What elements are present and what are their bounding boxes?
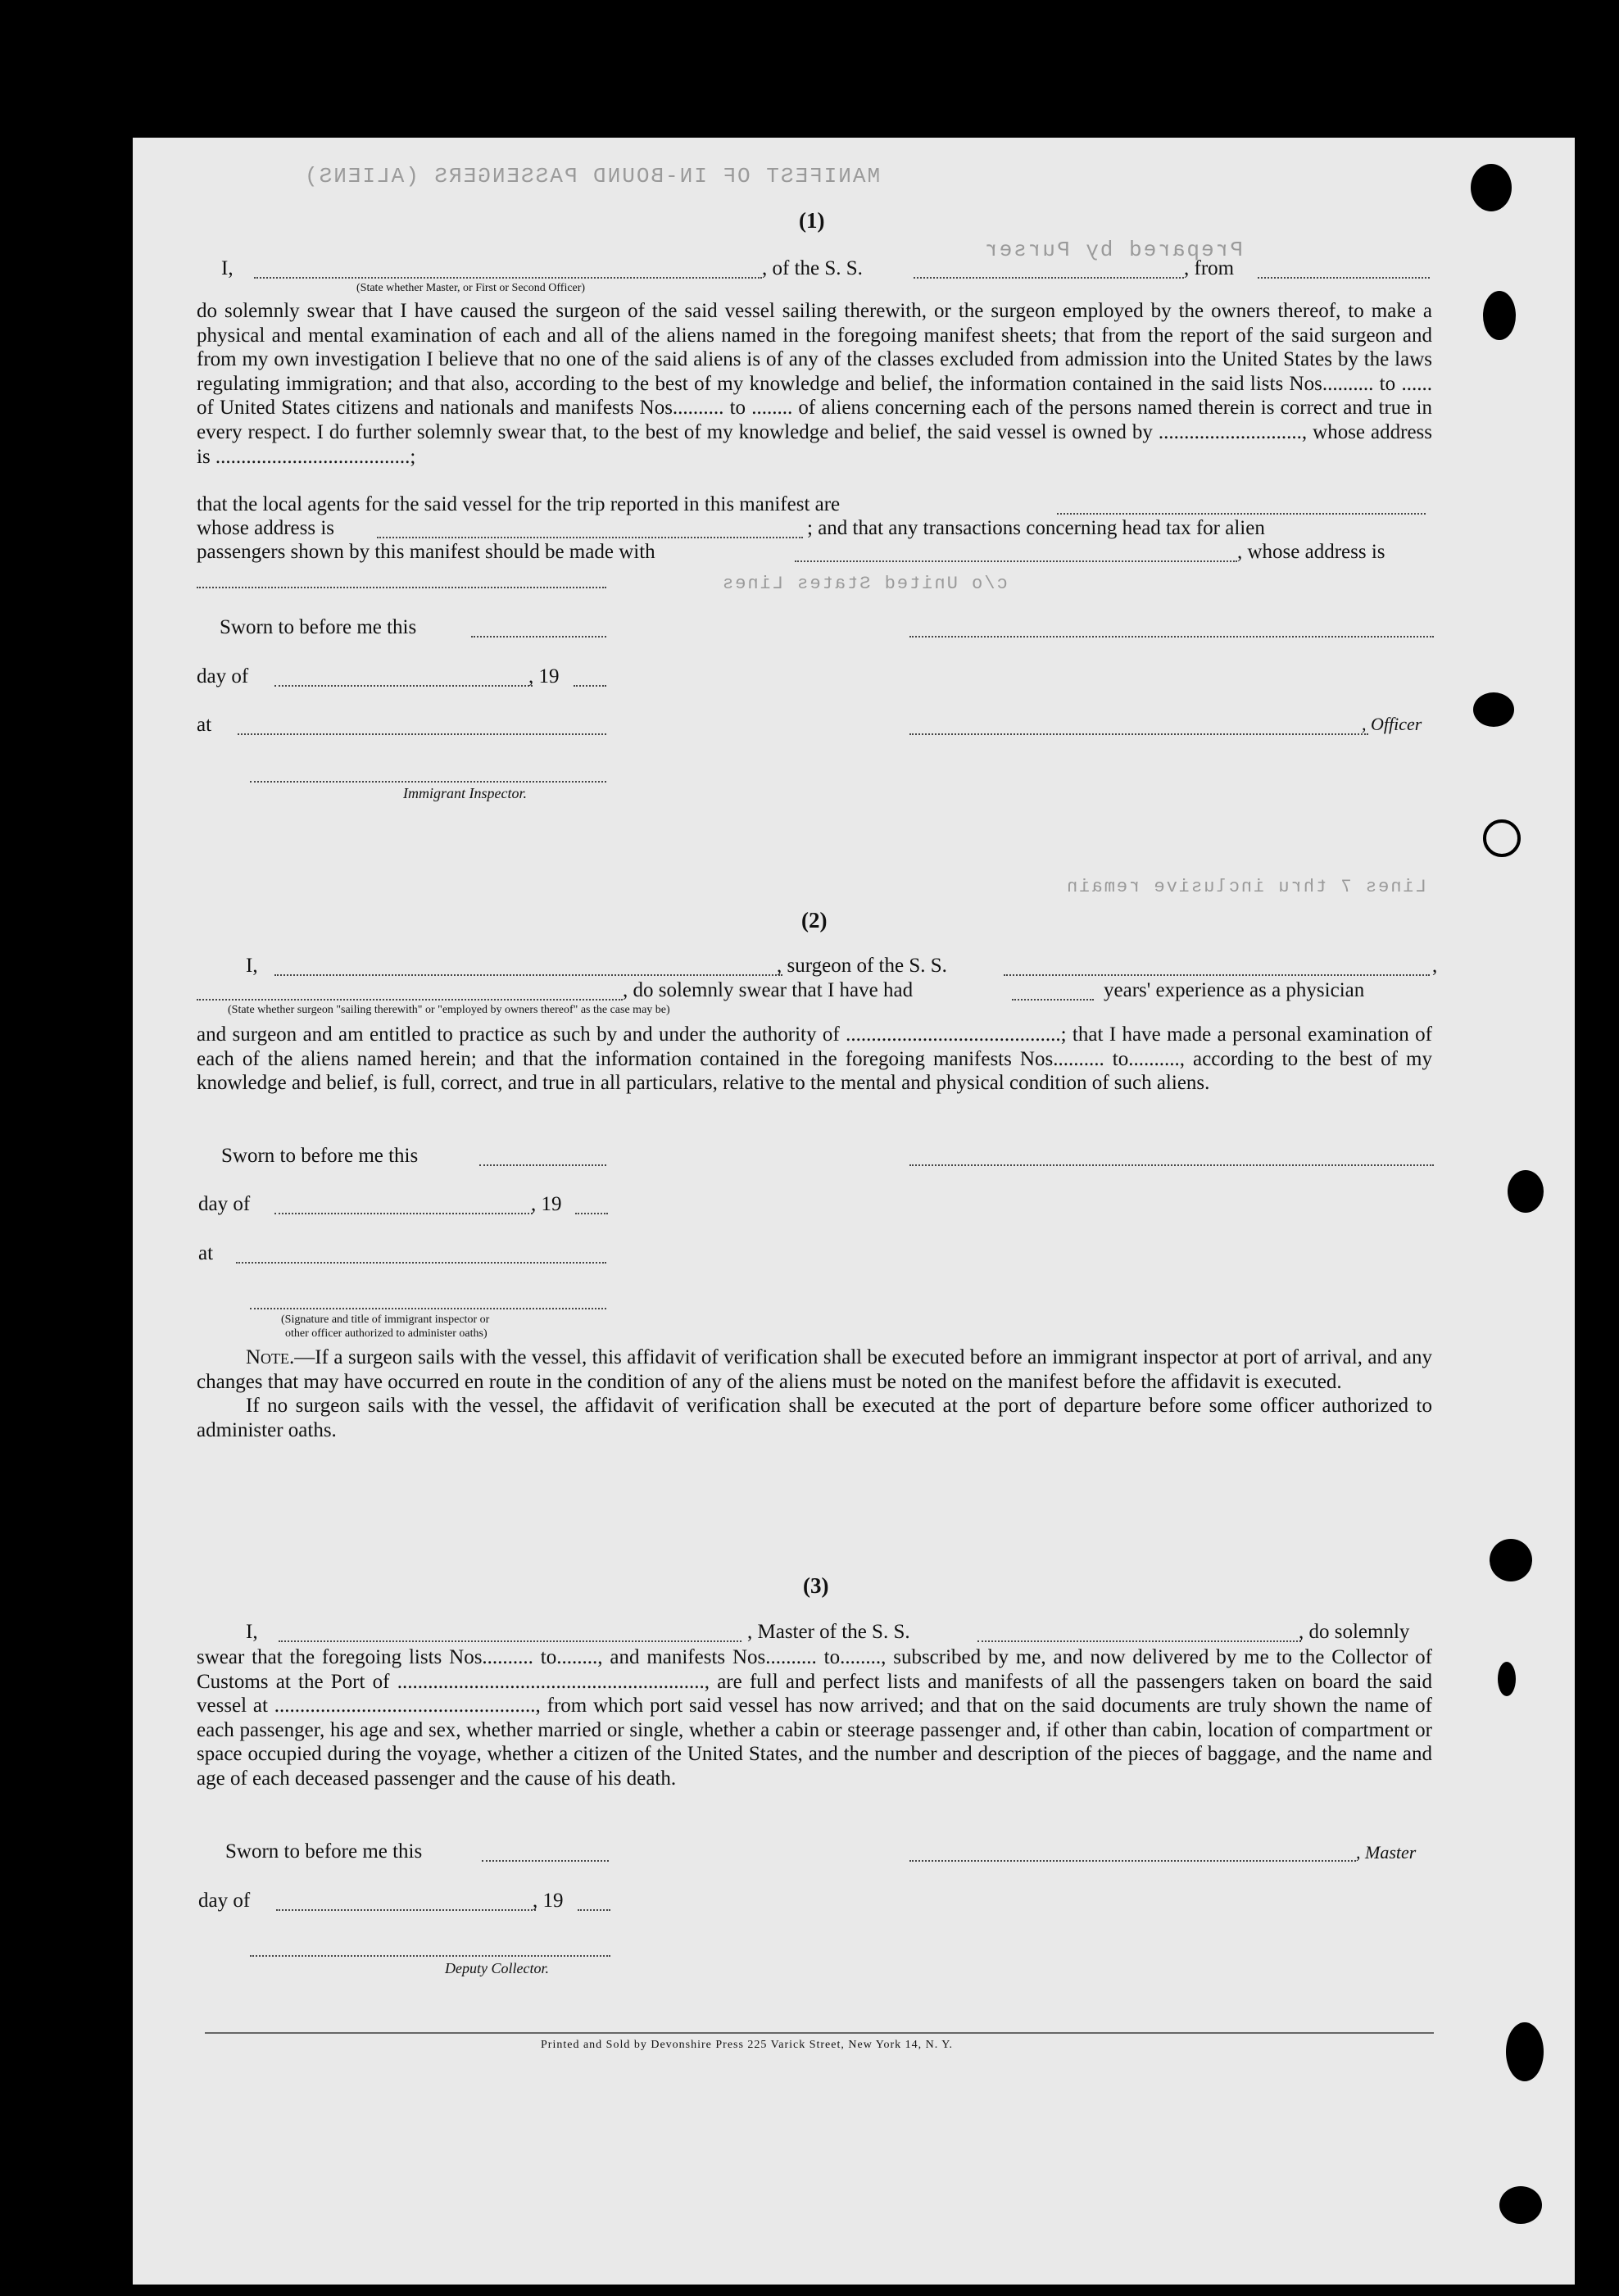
section-1-oath-text: do solemnly swear that I have caused the surgeon of the said vessel sailing therewith, or the surgeon employed by the owners thereof, to make a physical and mental examination of each and all of the aliens named in the foregoing manifest sheets; that from the report of the said surgeon and from my own investigation I believe that no one of the said aliens is of any of the classes excluded from admission into the United States by the laws regulating immigration; and that also, according to the best of my knowledge and belief, the information contained in the said lists Nos.......... to ...... of United States citizens and nationals and manifests Nos.......... to ........ of aliens concerning each of the persons named therein is correct and true in every respect. I do further solemnly swear that, to the best of my knowledge and belief, the said vessel is owned by ............................, whose address is ......................................;: [197, 300, 1432, 468]
surgeon-vessel-field[interactable]: [1004, 974, 1430, 976]
section-1-opening: [221, 257, 234, 280]
bleed-through-text: MANIFEST OF IN-BOUND PASSENGERS (ALIENS): [303, 164, 881, 188]
sworn-date-field-1[interactable]: [471, 636, 606, 638]
head-tax-label: ; and that any transactions concerning head tax for alien: [807, 517, 1265, 539]
year-field-2[interactable]: [575, 1213, 608, 1214]
agents-address-field[interactable]: [377, 537, 803, 538]
master-signature-field[interactable]: [909, 1860, 1356, 1862]
passengers-line: [197, 541, 655, 564]
deputy-collector-signature-field[interactable]: [250, 1955, 610, 1957]
year-field-1[interactable]: [574, 685, 606, 687]
year-label-1: , 19: [528, 665, 560, 687]
year-label-3: , 19: [533, 1890, 564, 1912]
surgeon-name-field[interactable]: [274, 974, 782, 976]
swear-label: , do solemnly swear that I have had: [623, 979, 914, 1001]
contact-address-field[interactable]: [197, 587, 606, 588]
sworn-label-2: Sworn to before me this: [221, 1145, 419, 1167]
i-label-3: I,: [246, 1621, 258, 1643]
punch-hole: [1498, 1662, 1516, 1696]
of-ss-label: , of the S. S.: [762, 257, 863, 279]
officer-rank-note: (State whether Master, or First or Second Officer): [356, 282, 586, 294]
day-of-label-2: day of: [198, 1193, 251, 1215]
officer-signature-field[interactable]: [909, 636, 1434, 638]
punch-hole: [1473, 692, 1514, 727]
note-label: Note.: [246, 1346, 295, 1368]
surgeon-type-note: (State whether surgeon "sailing therewith" or "employed by owners thereof" as the case may be): [228, 1004, 670, 1016]
officer-name-field[interactable]: [254, 277, 762, 279]
bleed-through-text: Prepared by Purser: [983, 238, 1243, 262]
printer-imprint: Printed and Sold by Devonshire Press 225 Varick Street, New York 14, N. Y.: [541, 2039, 954, 2051]
sworn-label-3: Sworn to before me this: [225, 1840, 423, 1863]
from-label: , from: [1184, 257, 1235, 279]
surgeon-signature-field[interactable]: [909, 1164, 1434, 1166]
punch-hole: [1490, 1539, 1532, 1581]
bleed-through-text: c/o United States Lines: [721, 574, 1008, 594]
surgeon-type-field[interactable]: [197, 999, 623, 1001]
day-of-label-1: day of: [197, 665, 249, 687]
section-3-oath-text: swear that the foregoing lists Nos.......... to........, and manifests Nos.......... to........, subscribed by me, and now delivered by me to the Collector of Customs at the Port of ............................................................, are full and perfect lists and manifests of all the passengers taken on board the said vessel at ..................................................., from which port said vessel has now arrived; and that on the said documents are truly shown the name of each passenger, his age and sex, whether married or single, whether a cabin or steerage passenger and, if other than cabin, location of compartment or space occupied during the voyage, whether a citizen of the United States, and the number and description of the pieces of baggage, and the name and age of each deceased passenger and the cause of his death.: [197, 1646, 1432, 1790]
officer-signature-note-1: (Signature and title of immigrant inspector or: [281, 1314, 490, 1326]
whose-address-label: whose address is: [197, 517, 335, 539]
i-label: I,: [221, 257, 234, 279]
master-of-label: , Master of the S. S.: [747, 1621, 910, 1643]
vessel-name-field[interactable]: [914, 277, 1184, 279]
master-label: , Master: [1356, 1842, 1417, 1863]
at-field-2[interactable]: [236, 1262, 606, 1264]
agents-line: [197, 493, 840, 516]
at-field-1[interactable]: [238, 733, 606, 735]
officer-label: , Officer: [1362, 714, 1422, 734]
deputy-collector-label: Deputy Collector.: [445, 1960, 549, 1976]
note-text: —If a surgeon sails with the vessel, this affidavit of verification shall be executed before an immigrant inspector at port of arrival, and any changes that may have occurred en route in the condition of any of the aliens must be noted on the manifest before the affidavit is executed.: [197, 1346, 1432, 1393]
day-of-label-3: day of: [198, 1890, 251, 1912]
officer-title-field[interactable]: [909, 733, 1368, 735]
at-label-2: at: [198, 1242, 214, 1264]
punch-hole: [1506, 2022, 1544, 2081]
punch-hole: [1471, 164, 1512, 211]
day-of-field-2[interactable]: [274, 1213, 533, 1214]
punch-hole: [1483, 819, 1521, 857]
day-of-field-3[interactable]: [276, 1909, 536, 1911]
agents-label: that the local agents for the said vessel for the trip reported in this manifest are: [197, 493, 841, 515]
agents-field[interactable]: [1057, 513, 1426, 515]
bleed-through-text: Lines 7 thru inclusive remain: [1065, 877, 1426, 897]
punch-hole: [1483, 291, 1516, 340]
sworn-date-field-2[interactable]: [479, 1164, 606, 1166]
sworn-date-field-3[interactable]: [482, 1860, 609, 1862]
administering-officer-field[interactable]: [250, 1308, 606, 1309]
master-name-field[interactable]: [279, 1640, 741, 1642]
master-vessel-field[interactable]: [977, 1640, 1301, 1642]
section-2-number: (2): [801, 908, 828, 932]
from-port-field[interactable]: [1258, 277, 1430, 279]
years-field[interactable]: [1012, 999, 1094, 1001]
immigrant-inspector-label: Immigrant Inspector.: [403, 785, 527, 801]
day-of-field-1[interactable]: [274, 685, 533, 687]
section-1-number: (1): [799, 208, 825, 233]
i-label-2: I,: [246, 955, 258, 977]
whose-address-label-2: , whose address is: [1237, 541, 1385, 563]
comma: ,: [1432, 955, 1438, 977]
at-label-1: at: [197, 714, 212, 736]
year-field-3[interactable]: [578, 1909, 610, 1911]
inspector-signature-field[interactable]: [250, 781, 606, 783]
surgeon-of-label: , surgeon of the S. S.: [777, 955, 947, 977]
section-2-oath-text: and surgeon and am entitled to practice as such by and under the authority of ..........................................; that I have made a personal examination of each of the aliens named herein; and that the information contained in the foregoing manifests Nos.......... to.........., according to the best of my knowledge and belief, is full, correct, and true in all particulars, relative to the mental and physical condition of such aliens.: [197, 1023, 1432, 1095]
year-label-2: , 19: [531, 1193, 562, 1215]
punch-hole: [1508, 1170, 1544, 1213]
head-tax-contact-field[interactable]: [795, 560, 1237, 562]
years-label: years' experience as a physician: [1104, 979, 1365, 1001]
do-solemnly-label: , do solemnly: [1299, 1621, 1410, 1643]
sworn-label-1: Sworn to before me this: [220, 616, 417, 638]
passengers-label: passengers shown by this manifest should be made with: [197, 541, 655, 563]
whose-address-line: [197, 517, 334, 540]
officer-signature-note-2: other officer authorized to administer oaths): [285, 1327, 488, 1340]
note-text-2: If no surgeon sails with the vessel, the affidavit of verification shall be executed at the port of departure before some officer authorized to administer oaths.: [197, 1395, 1432, 1441]
footer-rule: [205, 2032, 1434, 2034]
punch-hole: [1499, 2186, 1542, 2224]
verification-note: [197, 1345, 1432, 1442]
section-3-number: (3): [803, 1573, 829, 1598]
